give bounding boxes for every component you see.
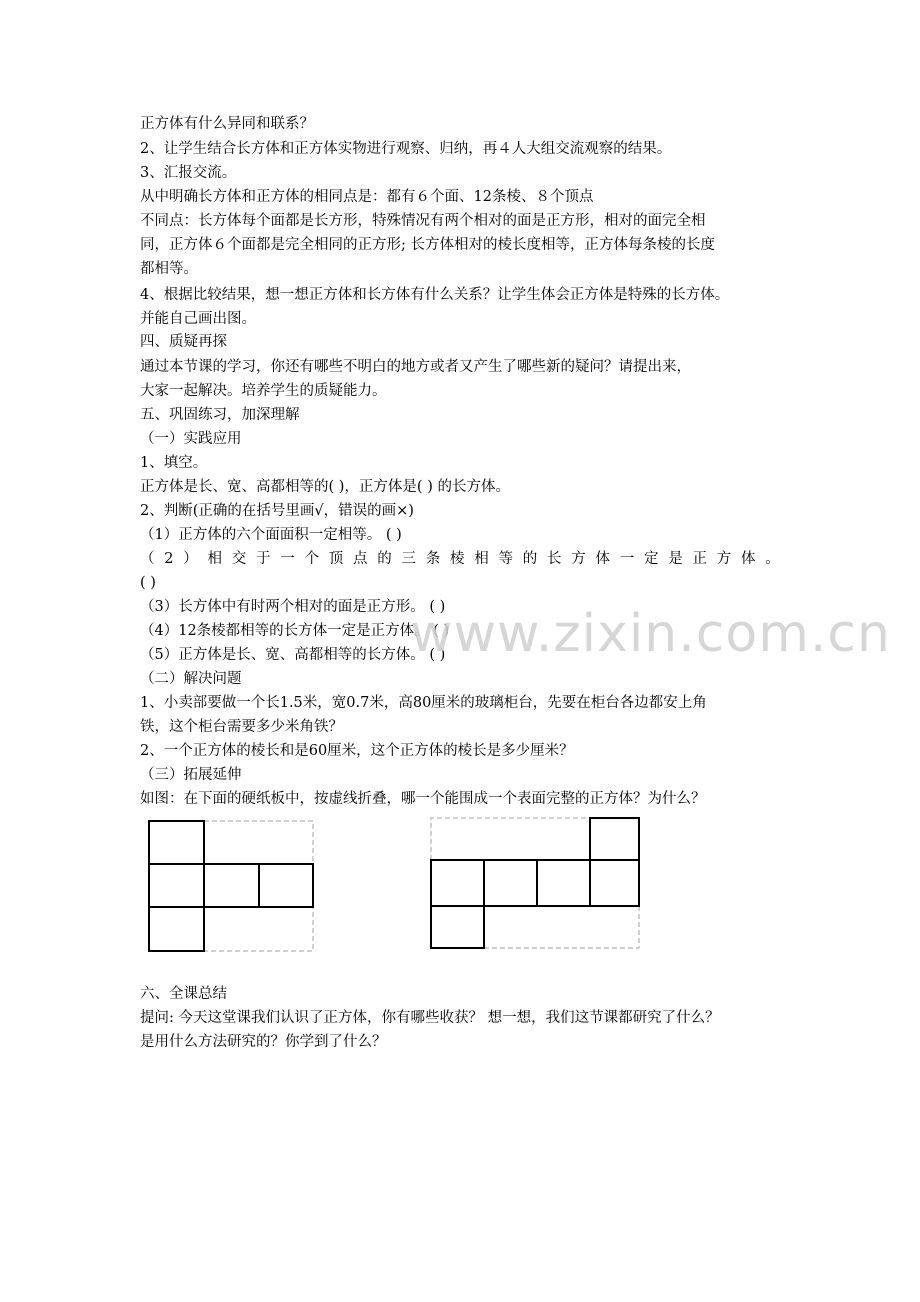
justified-char: 定 <box>643 551 659 567</box>
fill-in-question: 正方体是长、宽、高都相等的( )，正方体是( ) 的长方体。 <box>140 479 510 495</box>
justified-char: 顶 <box>328 551 344 567</box>
justified-char: 方 <box>571 551 586 567</box>
justified-char: 棱 <box>449 551 465 567</box>
text-line: 并能自己画出图。 <box>140 311 256 327</box>
text-line: 2、判断(正确的在括号里画√，错误的画×) <box>140 503 414 519</box>
justified-char: ） <box>183 551 198 567</box>
judge-item-2 <box>140 549 780 569</box>
justified-char: 三 <box>401 551 416 567</box>
justified-char: 点 <box>352 551 368 567</box>
justified-char: 等 <box>498 551 513 567</box>
judge-item-3: （3）长方体中有时两个相对的面是正方形。 ( ) <box>140 599 446 615</box>
judge-item-4: （4）12条棱都相等的长方体一定是正方体。 ( ) <box>140 623 450 639</box>
text-line: 从中明确长方体和正方体的相同点是：都有６个面、12条棱、８个顶点 <box>140 189 594 205</box>
justified-char: （ <box>140 551 155 567</box>
text-line: 通过本节课的学习，你还有哪些不明白的地方或者又产生了哪些新的疑问？请提出来， <box>140 359 691 375</box>
text-line: 同，正方体６个面都是完全相同的正方形; 长方体相对的棱长度相等，正方体每条棱的长度 <box>140 237 715 253</box>
subsection-heading: （一）实践应用 <box>140 431 242 447</box>
justified-char: 。 <box>765 551 780 567</box>
justified-char: 相 <box>474 551 489 567</box>
text-line: 铁，这个柜台需要多少米角铁？ <box>140 719 343 735</box>
justified-char: 个 <box>304 551 319 567</box>
justified-char: 正 <box>692 551 707 567</box>
text-line: 提问: 今天这堂课我们认识了正方体，你有哪些收获？ 想一想，我们这节课都研究了什么？ <box>140 1010 720 1026</box>
judge-item-2-bracket: ( ) <box>140 575 156 591</box>
section-heading: 五、巩固练习，加深理解 <box>140 407 300 423</box>
text-line: 2、让学生结合长方体和正方体实物进行观察、归纳，再４人大组交流观察的结果。 <box>140 141 672 157</box>
justified-char: 方 <box>716 551 732 567</box>
justified-char: 交 <box>231 551 247 567</box>
text-line: 1、小卖部要做一个长1.5米，宽0.7米，高80厘米的玻璃柜台，先要在柜台各边都安上角 <box>140 695 707 711</box>
justified-char: 条 <box>425 551 441 567</box>
justified-char: 体 <box>595 551 610 567</box>
justified-char: 一 <box>619 551 635 567</box>
justified-char: 的 <box>522 551 538 567</box>
text-line: 都相等。 <box>140 261 198 277</box>
text-line: 2、一个正方体的棱长和是60厘米，这个正方体的棱长是多少厘米？ <box>140 743 574 759</box>
justified-char: 一 <box>280 551 295 567</box>
judge-item-5: （5）正方体是长、宽、高都相等的长方体。 ( ) <box>140 647 446 663</box>
justified-char: 长 <box>546 551 562 567</box>
justified-char: 体 <box>740 551 756 567</box>
subsection-heading: （二）解决问题 <box>140 671 242 687</box>
cube-net-figure-right <box>425 812 645 954</box>
text-line: 如图：在下面的硬纸板中，按虚线折叠，哪一个能围成一个表面完整的正方体？为什么？ <box>140 791 706 807</box>
justified-char: 于 <box>255 551 271 567</box>
cube-net-figure-left <box>140 815 320 960</box>
text-line: 3、汇报交流。 <box>140 165 237 181</box>
justified-char: 2 <box>164 551 174 567</box>
watermark: www.zixin.com.cn <box>410 604 891 664</box>
justified-char: 是 <box>668 551 683 567</box>
justified-char: 相 <box>207 551 222 567</box>
judge-item-1: （1）正方体的六个面面积一定相等。 ( ) <box>140 527 402 543</box>
text-line: 正方体有什么异同和联系？ <box>140 116 314 132</box>
text-line: 4、根据比较结果，想一想正方体和长方体有什么关系？让学生体会正方体是特殊的长方体。 <box>140 287 730 303</box>
subsection-heading: （三）拓展延伸 <box>140 767 242 783</box>
section-heading: 六、全课总结 <box>140 986 227 1002</box>
justified-char: 的 <box>377 551 392 567</box>
text-line: 大家一起解决。培养学生的质疑能力。 <box>140 383 387 399</box>
text-line: 不同点：长方体每个面都是长方形，特殊情况有两个相对的面是正方形，相对的面完全相 <box>140 213 706 229</box>
text-line: 是用什么方法研究的？你学到了什么？ <box>140 1034 387 1050</box>
text-line: 1、填空。 <box>140 455 208 471</box>
section-heading: 四、质疑再探 <box>140 334 227 350</box>
